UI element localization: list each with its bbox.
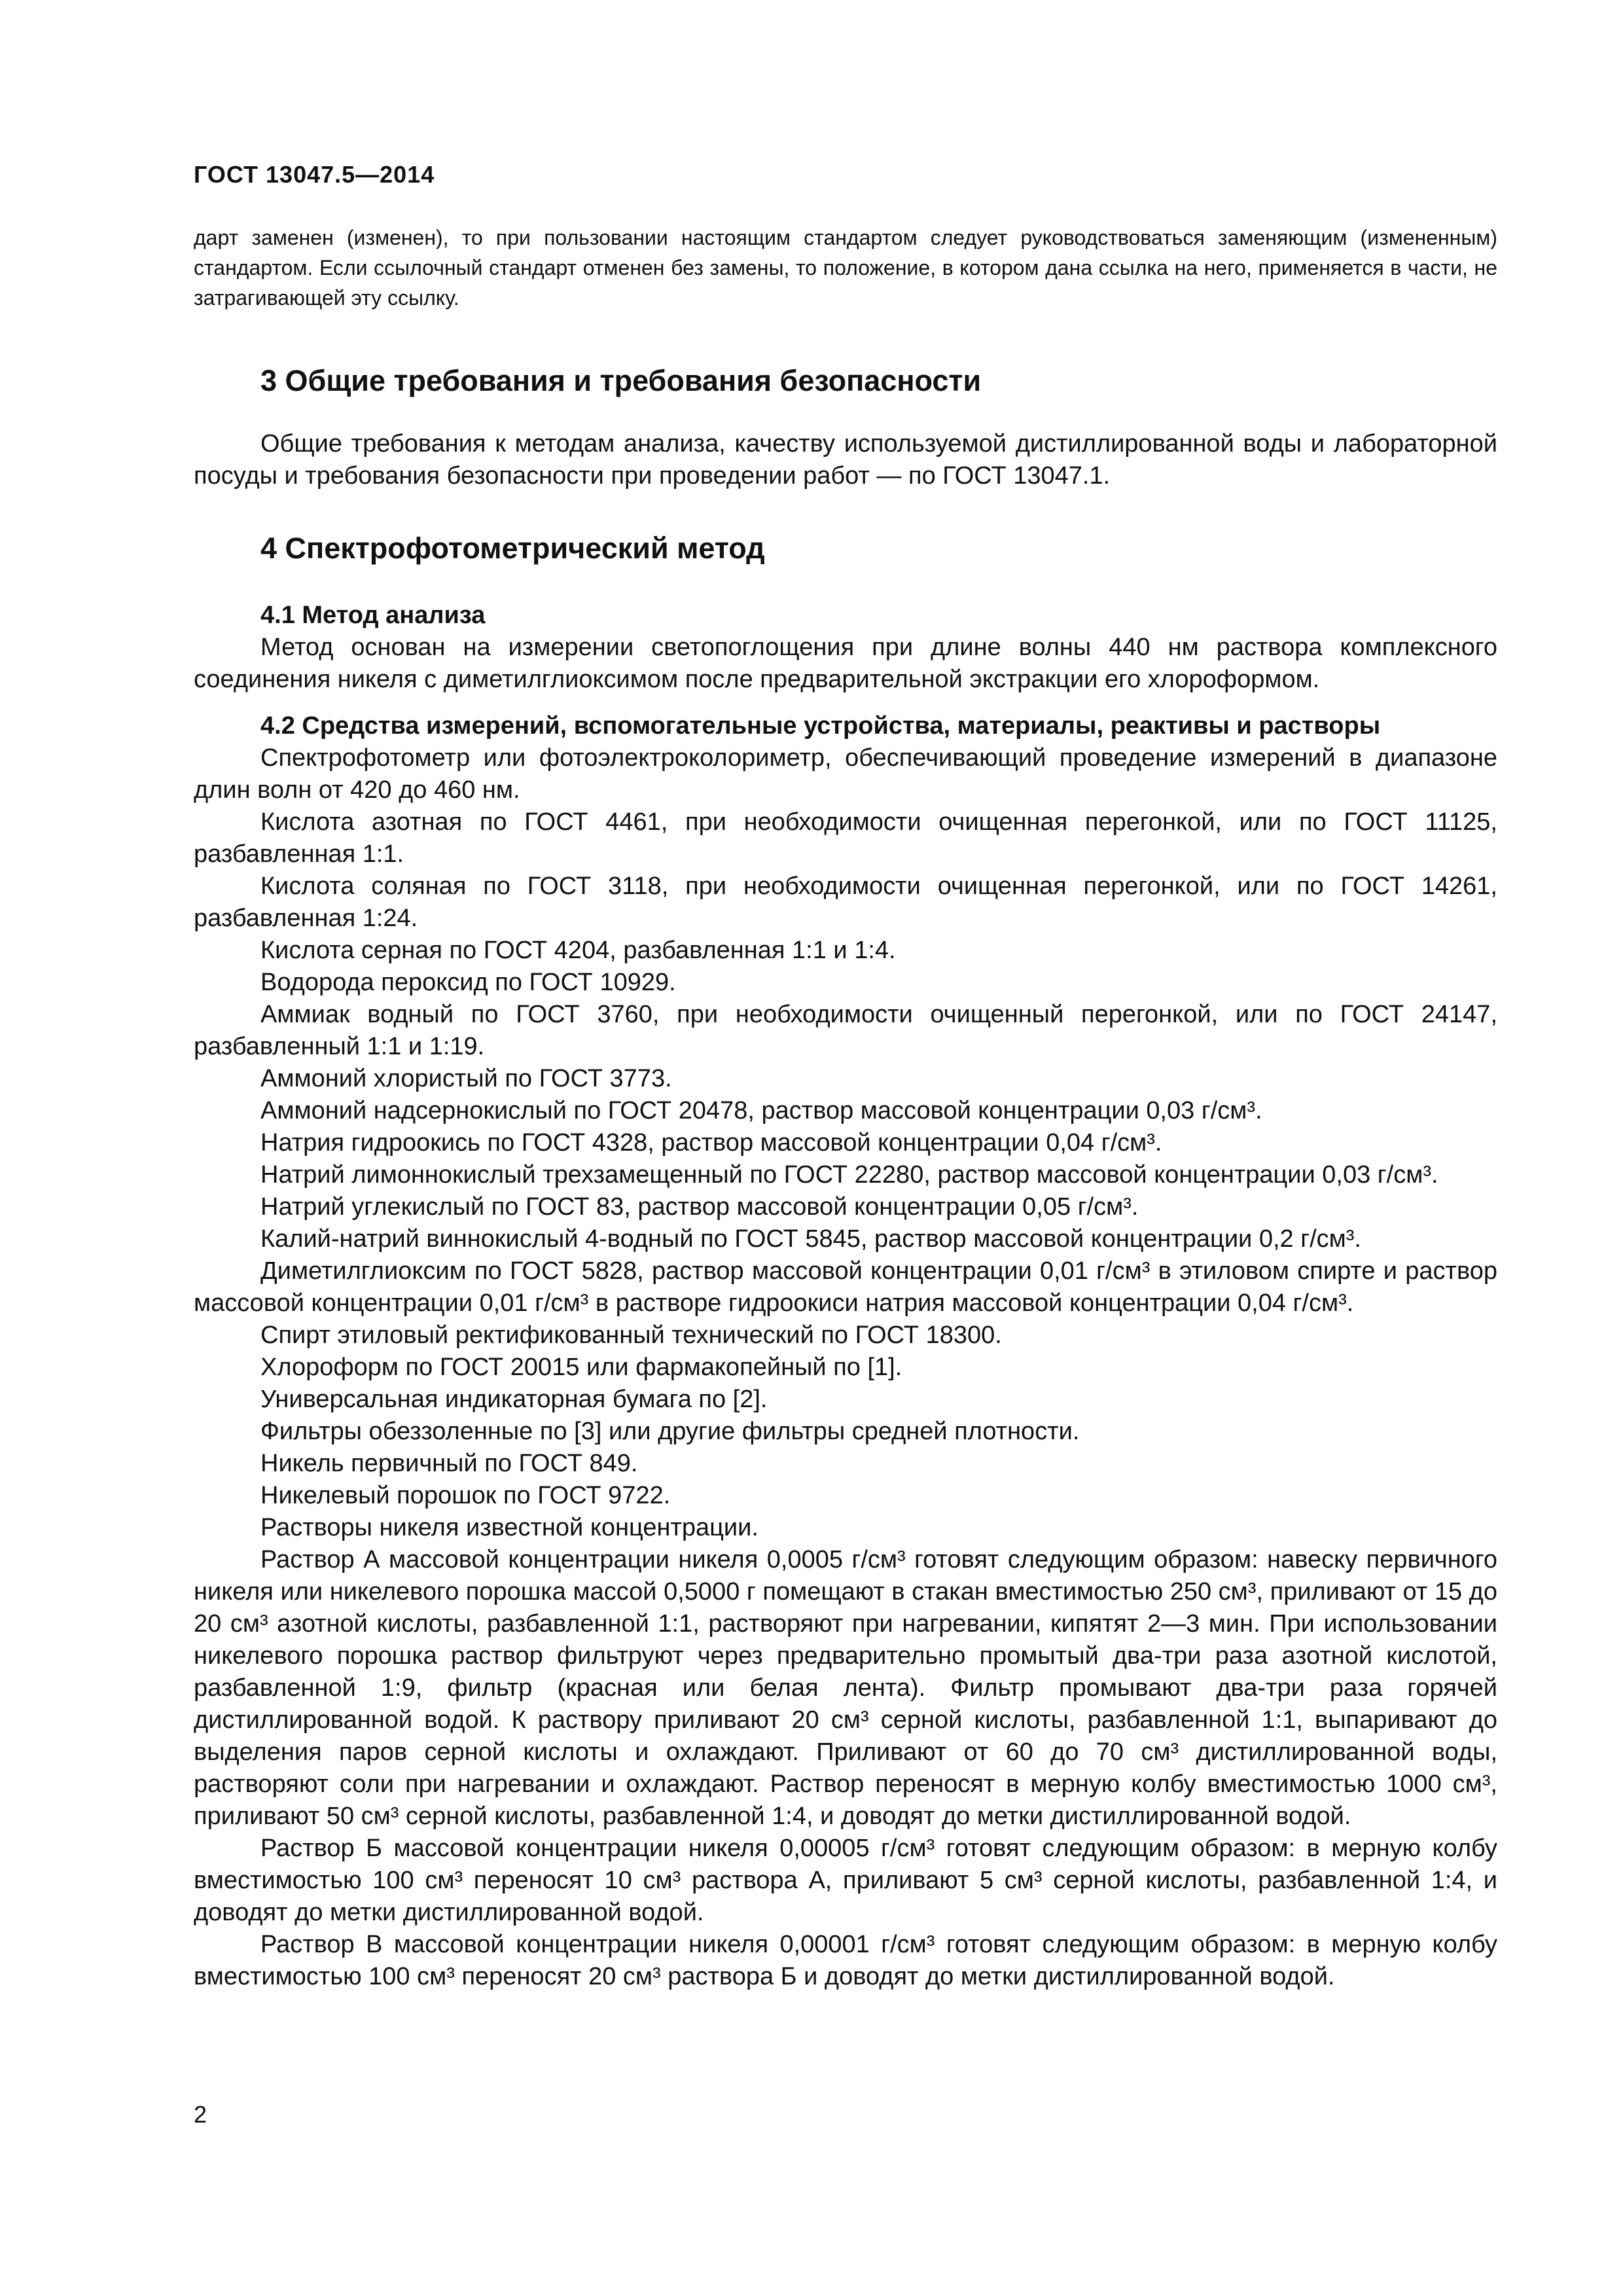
list-item: Кислота соляная по ГОСТ 3118, при необходимости очищенная перегонкой, или по ГОСТ 14261, разбавленная 1:24. bbox=[194, 872, 1497, 932]
list-item: Кислота серная по ГОСТ 4204, разбавленная 1:1 и 1:4. bbox=[260, 937, 896, 964]
list-item: Растворы никеля известной концентрации. bbox=[260, 1514, 758, 1541]
list-item: Аммиак водный по ГОСТ 3760, при необходимости очищенный перегонкой, или по ГОСТ 24147, разбавленный 1:1 и 1:19. bbox=[194, 1001, 1497, 1060]
materials-list bbox=[194, 742, 1497, 1993]
page-number: 2 bbox=[194, 2101, 207, 2128]
list-item: Фильтры обеззоленные по [3] или другие фильтры средней плотности. bbox=[260, 1418, 1080, 1445]
list-item: Никель первичный по ГОСТ 849. bbox=[260, 1450, 638, 1477]
section-4-title: 4 Спектрофотометрический метод bbox=[260, 531, 765, 565]
list-item: Раствор Б массовой концентрации никеля 0,00005 г/см³ готовят следующим образом: в мерную колбу вместимостью 100 см³ переносят 10 см³ раствора А, приливают 5 см³ серной кислоты, разбавленной 1:4, и доводят до метки дистиллированной водой. bbox=[194, 1835, 1497, 1926]
list-item: Аммоний хлористый по ГОСТ 3773. bbox=[260, 1065, 672, 1092]
list-item: Никелевый порошок по ГОСТ 9722. bbox=[260, 1482, 671, 1509]
section-3-title: 3 Общие требования и требования безопасности bbox=[260, 364, 982, 397]
intro-paragraph: дарт заменен (изменен), то при пользовании настоящим стандартом следует руководствоваться заменяющим (измененным) стандартом. Если ссылочный стандарт отменен без замены, то положение, в котором дана ссылка на него, применяется в части, не затрагивающей эту ссылку. bbox=[194, 226, 1497, 310]
subsection-4-1-text: Метод основан на измерении светопоглощения при длине волны 440 нм раствора комплексного соединения никеля с диметилглиоксимом после предварительной экстракции его хлороформом. bbox=[194, 634, 1497, 693]
list-item: Спектрофотометр или фотоэлектроколориметр, обеспечивающий проведение измерений в диапазоне длин волн от 420 до 460 нм. bbox=[194, 744, 1497, 804]
list-item: Раствор А массовой концентрации никеля 0,0005 г/см³ готовят следующим образом: навеску первичного никеля или никелевого порошка массой 0,5000 г помещают в стакан вместимостью 250 см³, приливают от 15 до 20 см³ азотной кислоты, разбавленной 1:1, растворяют при нагревании, кипятят 2—3 мин. При использовании никелевого порошка раствор фильтруют через предварительно промытый два-три раза азотной кислотой, разбавленной 1:9, фильтр (красная или белая лента). Фильтр промывают два-три раза горячей дистиллированной водой. К раствору приливают 20 см³ серной кислоты, разбавленной 1:1, выпаривают до выделения паров серной кислоты и охлаждают. Приливают от 60 до 70 см³ дистиллированной воды, растворяют соли при нагревании и охлаждают. Раствор переносят в мерную колбу вместимостью 1000 см³, приливают 50 см³ серной кислоты, разбавленной 1:4, и доводят до метки дистиллированной водой. bbox=[194, 1546, 1497, 1830]
list-item: Универсальная индикаторная бумага по [2]. bbox=[260, 1386, 768, 1413]
list-item: Аммоний надсернокислый по ГОСТ 20478, раствор массовой концентрации 0,03 г/см³. bbox=[260, 1097, 1262, 1124]
list-item: Калий-натрий виннокислый 4-водный по ГОСТ 5845, раствор массовой концентрации 0,2 г/см³. bbox=[260, 1225, 1361, 1253]
list-item: Диметилглиоксим по ГОСТ 5828, раствор массовой концентрации 0,01 г/см³ в этиловом спирте и раствор массовой концентрации 0,01 г/см³ в растворе гидроокиси натрия массовой концентрации 0,04 г/см³. bbox=[194, 1257, 1497, 1317]
list-item: Водорода пероксид по ГОСТ 10929. bbox=[260, 969, 676, 996]
document-header: ГОСТ 13047.5—2014 bbox=[194, 161, 435, 188]
list-item: Кислота азотная по ГОСТ 4461, при необходимости очищенная перегонкой, или по ГОСТ 11125, разбавленная 1:1. bbox=[194, 808, 1497, 868]
list-item: Спирт этиловый ректификованный технический по ГОСТ 18300. bbox=[260, 1321, 1002, 1349]
subsection-4-1-title: 4.1 Метод анализа bbox=[260, 601, 486, 629]
document-body bbox=[194, 223, 1497, 1993]
subsection-4-2-title: 4.2 Средства измерений, вспомогательные устройства, материалы, реактивы и растворы bbox=[260, 712, 1381, 740]
list-item: Натрий углекислый по ГОСТ 83, раствор массовой концентрации 0,05 г/см³. bbox=[260, 1193, 1139, 1221]
list-item: Натрий лимоннокислый трехзамещенный по ГОСТ 22280, раствор массовой концентрации 0,03 г/см³. bbox=[260, 1161, 1438, 1189]
list-item: Натрия гидроокись по ГОСТ 4328, раствор массовой концентрации 0,04 г/см³. bbox=[260, 1129, 1162, 1157]
list-item: Раствор В массовой концентрации никеля 0,00001 г/см³ готовят следующим образом: в мерную колбу вместимостью 100 см³ переносят 20 см³ раствора Б и доводят до метки дистиллированной водой. bbox=[194, 1931, 1497, 1990]
section-3-text: Общие требования к методам анализа, качеству используемой дистиллированной воды и лабораторной посуды и требования безопасности при проведении работ — по ГОСТ 13047.1. bbox=[194, 430, 1497, 490]
list-item: Хлороформ по ГОСТ 20015 или фармакопейный по [1]. bbox=[260, 1354, 902, 1381]
